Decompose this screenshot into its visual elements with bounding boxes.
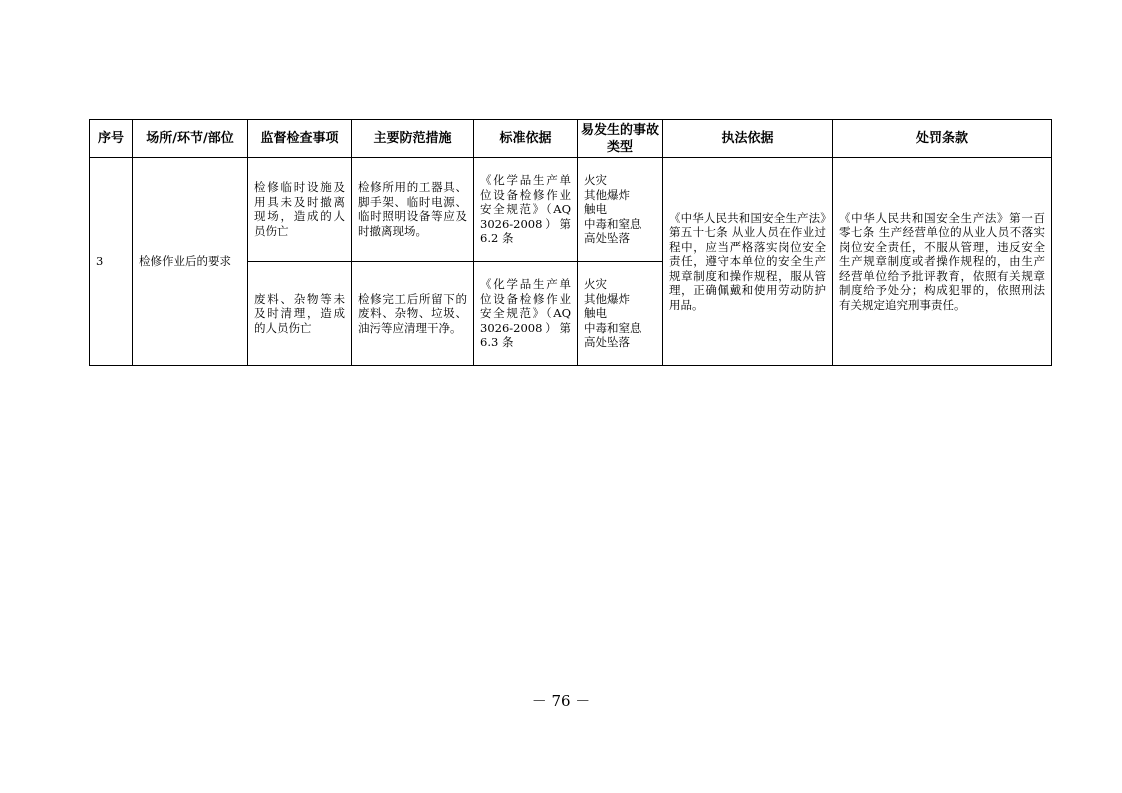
header-inspection: 监督检查事项	[248, 120, 352, 158]
accident-cell	[578, 261, 663, 365]
measures-text: 检修完工后所留下的废料、杂物、垃圾、油污等应清理干净。	[358, 291, 467, 335]
header-accident-type: 易发生的事故类型	[578, 120, 663, 158]
header-measures: 主要防范措施	[352, 120, 474, 158]
table-row	[90, 158, 1052, 261]
measures-text: 检修所用的工器具、脚手架、临时电源、临时照明设备等应及时撤离现场。	[358, 180, 467, 238]
standard-cell	[474, 261, 578, 365]
standard-cell	[474, 158, 578, 261]
standard-text: 《化学品生产单位设备检修作业安全规范》（AQ 3026-2008）第 6.3 条	[480, 277, 571, 350]
header-place: 场所/环节/部位	[133, 120, 248, 158]
place-cell	[133, 158, 248, 366]
page-number: － 76 －	[531, 692, 591, 710]
table-header-row	[90, 120, 1052, 158]
header-penalty: 处罚条款	[833, 120, 1052, 158]
penalty-text: 《中华人民共和国安全生产法》第一百零七条 生产经营单位的从业人员不落实岗位安全责任，不服从管理，违反安全生产规章制度或者操作规程的，由生产经营单位给予批评教育，依照有关规章制度给予处分；构成犯罪的，依照刑法有关规定追究刑事责任。	[839, 210, 1045, 312]
penalty-cell	[833, 158, 1052, 366]
standard-text: 《化学品生产单位设备检修作业安全规范》（AQ 3026-2008）第 6.2 条	[480, 173, 571, 246]
row-index-cell	[90, 158, 133, 366]
header-standard: 标准依据	[474, 120, 578, 158]
legal-basis-text: 《中华人民共和国安全生产法》第五十七条 从业人员在作业过程中，应当严格落实岗位安全责任，遵守本单位的安全生产规章制度和操作规程，服从管理，正确佩戴和使用劳动防护用品。	[669, 210, 826, 312]
accident-text: 火灾 其他爆炸 触电 中毒和窒息 高处坠落	[584, 277, 642, 350]
header-index: 序号	[90, 120, 133, 158]
accident-cell	[578, 158, 663, 261]
measures-cell	[352, 261, 474, 365]
legal-basis-cell	[663, 158, 833, 366]
place-text: 检修作业后的要求	[139, 254, 231, 269]
inspection-cell	[248, 158, 352, 261]
inspection-text: 检修临时设施及用具未及时撤离现场，造成的人员伤亡	[254, 180, 345, 238]
inspection-text: 废料、杂物等未及时清理，造成的人员伤亡	[254, 291, 345, 335]
inspection-table	[89, 119, 1052, 366]
measures-cell	[352, 158, 474, 261]
header-legal-basis: 执法依据	[663, 120, 833, 158]
row-index: 3	[96, 254, 104, 269]
inspection-cell	[248, 261, 352, 365]
accident-text: 火灾 其他爆炸 触电 中毒和窒息 高处坠落	[584, 173, 642, 246]
